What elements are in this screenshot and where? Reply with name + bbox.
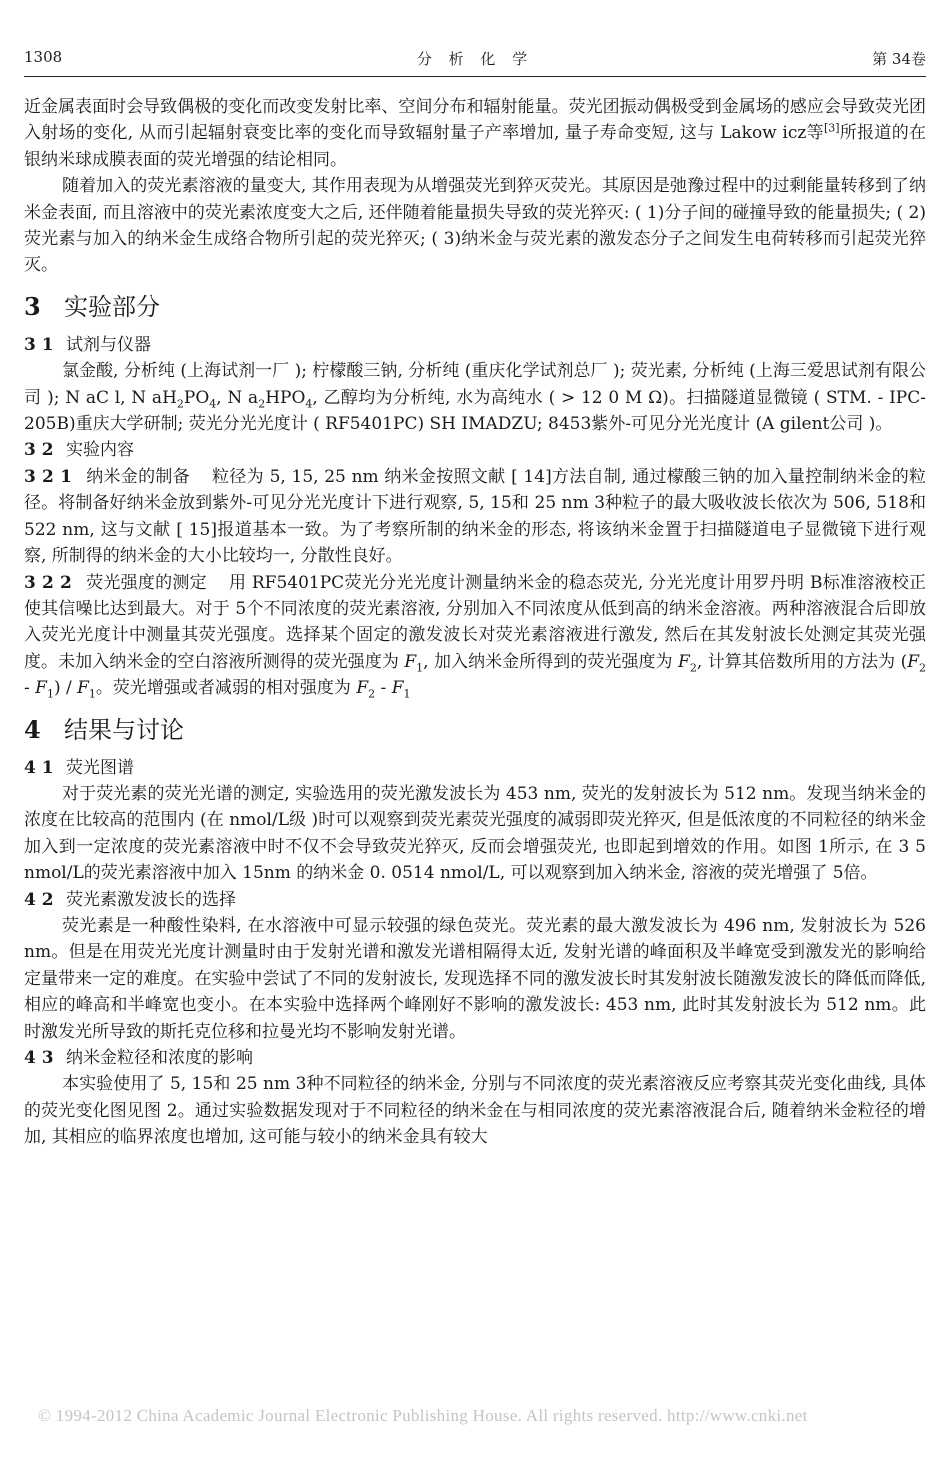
subsection-heading-4-1 xyxy=(24,755,926,781)
section-heading-3 xyxy=(24,290,926,324)
body-text xyxy=(24,94,926,1151)
copyright-watermark: © 1994-2012 China Academic Journal Electronic Publishing House. All rights reserved. http://www.cnki.net xyxy=(38,1406,808,1425)
paragraph-gold-preparation: 3 2 1 纳米金的制备 粒径为 5, 15, 25 nm 纳米金按照文献 [ 14]方法自制, 通过檬酸三钠的加入量控制纳米金的粒径。将制备好纳米金放到紫外-可见分光光度计下进行观察, 5, 15和 25 nm 3种粒子的最大吸收波长依次为 506, 518和 522 nm, 这与文献 [ 15]报道基本一致。为了考察所制的纳米金的形态, 将该纳米金置于扫描隧道电子显微镜下进行观察, 所制得的纳米金的大小比较均一, 分散性良好。 xyxy=(24,466,927,567)
subsection-number: 4 2 xyxy=(24,889,54,910)
paragraph-continued: 近金属表面时会导致偶极的变化而改变发射比率、空间分布和辐射能量。荧光团振动偶极受到金属场的感应会导致荧光团入射场的变化, 从而引起辐射衰变比率的变化而导致辐射量子产率增加, 量子寿命变短, 这与 Lakow icz等[3]所报道的在银纳米球成膜表面的荧光增强的结论相同。 xyxy=(24,97,927,170)
subsection-heading-4-2 xyxy=(24,887,926,913)
section-number: 3 xyxy=(24,291,41,321)
journal-name: 分 析 化 学 xyxy=(416,50,534,68)
subsection-title: 试剂与仪器 xyxy=(66,334,151,355)
section-heading-4 xyxy=(24,713,926,747)
subsubsection-number: 3 2 2 xyxy=(24,572,72,593)
subsection-heading-4-3 xyxy=(24,1045,926,1071)
volume-label: 第 34卷 xyxy=(872,50,926,68)
subsection-title: 荧光图谱 xyxy=(66,757,134,778)
section-number: 4 xyxy=(24,714,41,744)
paragraph-excitation: 荧光素是一种酸性染料, 在水溶液中可显示较强的绿色荧光。荧光素的最大激发波长为 496 nm, 发射波长为 526 nm。但是在用荧光光度计测量时由于发射光谱和激发光谱相隔得太近, 发射光谱的峰面积及半峰宽受到激发光的影响给定量带来一定的难度。在实验中尝试了不同的发射波长, 发现选择不同的激发波长时其发射波长随激发波长的降低而降低, 相应的峰高和半峰宽也变小。在本实验中选择两个峰刚好不影响的激发波长: 453 nm, 此时其发射波长为 512 nm。此时激发光所导致的斯托克位移和拉曼光均不影响发射光谱。 xyxy=(24,915,926,1042)
paragraph-particle-size: 本实验使用了 5, 15和 25 nm 3种不同粒径的纳米金, 分别与不同浓度的荧光素溶液反应考察其荧光变化曲线, 具体的荧光变化图见图 2。通过实验数据发现对于不同粒径的纳米金在与相同浓度的荧光素溶液混合后, 随着纳米金粒径的增加, 其相应的临界浓度也增加, 这可能与较小的纳米金具有较大 xyxy=(24,1074,926,1148)
paragraph: 随着加入的荧光素溶液的量变大, 其作用表现为从增强荧光到猝灭荧光。其原因是弛豫过程中的过剩能量转移到了纳米金表面, 而且溶液中的荧光素浓度变大之后, 还伴随着能量损失导致的荧光猝灭: ( 1)分子间的碰撞导致的能量损失; ( 2)荧光素与加入的纳米金生成络合物所引起的荧光猝灭; ( 3)纳米金与荧光素的激发态分子之间发生电荷转移而引起荧光猝灭。 xyxy=(24,176,926,276)
subsection-heading-3-1 xyxy=(24,332,926,358)
subsection-number: 4 1 xyxy=(24,757,54,778)
header-rule xyxy=(24,76,926,77)
subsection-title: 荧光素激发波长的选择 xyxy=(66,889,236,910)
subsection-heading-3-2 xyxy=(24,437,926,463)
subsubsection-title: 纳米金的制备 xyxy=(85,466,190,487)
running-header xyxy=(24,48,926,74)
paragraph-fluorescence-measurement: 3 2 2 荧光强度的测定 用 RF5401PC荧光分光光度计测量纳米金的稳态荧光, 分光光度计用罗丹明 B标准溶液校正使其信噪比达到最大。对于 5个不同浓度的荧光素溶液, 分别加入不同浓度从低到高的纳米金溶液。两种溶液混合后即放入荧光光度计中测量其荧光强度。选择某个固定的激发波长对荧光素溶液进行激发, 然后在其发射波长处测定其荧光强度。未加入纳米金的空白溶液所测得的荧光强度为 $F_1$, 加入纳米金所得到的荧光强度为 $F_2$, 计算其倍数所用的方法为 $(F_2 - F_1) / F_1$。荧光增强或者减弱的相对强度为 $F_2 - F_1$ xyxy=(24,572,927,701)
section-title: 实验部分 xyxy=(64,292,160,321)
citation-ref[interactable]: [3] xyxy=(823,121,840,135)
subsection-number: 3 2 xyxy=(24,440,54,461)
page-number: 1308 xyxy=(24,48,63,66)
paragraph-spectra: 对于荧光素的荧光光谱的测定, 实验选用的荧光激发波长为 453 nm, 荧光的发射波长为 512 nm。发现当纳米金的浓度在比较高的范围内 (在 nmol/L级 )时可以观察到荧光素荧光强度的减弱即荧光猝灭, 但是低浓度的不同粒径的纳米金加入到一定浓度的荧光素溶液中时不仅不会导致荧光猝灭, 反而会增强荧光, 也即起到增效的作用。如图 1所示, 在 3 5 nmol/L的荧光素溶液中加入 15nm 的纳米金 0. 0514 nmol/L, 可以观察到加入纳米金, 溶液的荧光增强了 5倍。 xyxy=(24,783,926,884)
subsection-number: 3 1 xyxy=(24,334,54,355)
subsection-title: 纳米金粒径和浓度的影响 xyxy=(66,1048,253,1068)
section-title: 结果与讨论 xyxy=(64,715,184,744)
subsection-number: 4 3 xyxy=(24,1048,54,1068)
subsection-title: 实验内容 xyxy=(66,440,134,461)
subsubsection-number: 3 2 1 xyxy=(24,466,72,487)
subsubsection-title: 荧光强度的测定 xyxy=(85,572,207,593)
paragraph-reagents: 氯金酸, 分析纯 (上海试剂一厂 ); 柠檬酸三钠, 分析纯 (重庆化学试剂总厂 ); 荧光素, 分析纯 (上海三爱思试剂有限公司 ); N aC l, N $aH_2PO_4$, N $a_2HPO_4$, 乙醇均为分析纯, 水为高纯水 ( > 12 0 M Ω)。扫描隧道显微镜 ( STM. - IPC-205B)重庆大学研制; 荧光分光光度计 ( RF5401PC) SH IMADZU; 8453紫外-可见分光光度计 (A gilent公司 )。 xyxy=(24,361,926,435)
